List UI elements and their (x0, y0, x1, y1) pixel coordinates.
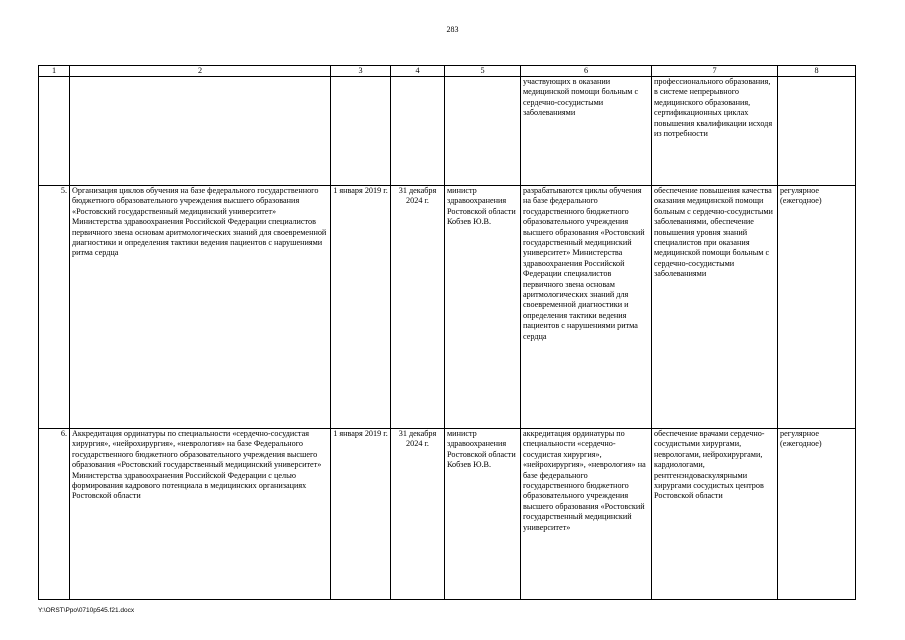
cell-event: Организация циклов обучения на базе федерального государственного бюджетного образовательного учреждения высшего образования «Ростовский государственный медицинский университет» Министерства здравоохранения Российской Федерации специалистов первичного звена основам аритмологических знаний для своевременной диагностики и определения тактики ведения пациентов с нарушениями ритма сердца (70, 186, 331, 429)
header-col-4: 4 (391, 66, 445, 77)
cell-start-date: 1 января 2019 г. (331, 186, 391, 429)
cell-characteristic: обеспечение врачами сердечно-сосудистыми хирургами, неврологами, нейрохирургами, кардиологами, рентгенэндоваскулярными хирургами сосудистых центров Ростовской области (652, 429, 778, 600)
cell-number: 5. (39, 186, 70, 429)
table-row-continuation (39, 77, 856, 186)
cell-responsible: министр здравоохранения Ростовской области Кобзев Ю.В. (445, 186, 521, 429)
cell-responsible: министр здравоохранения Ростовской области Кобзев Ю.В. (445, 429, 521, 600)
footer-file-path: Y:\ORST\Ppo\0710p545.f21.docx (38, 607, 135, 614)
cell-number: 6. (39, 429, 70, 600)
page-number: 283 (446, 25, 459, 34)
header-col-1: 1 (39, 66, 70, 77)
cell-result: разрабатываются циклы обучения на базе федерального государственного бюджетного образовательного учреждения высшего образования «Ростовский государственный медицинский университет» Министерства здравоохранения Российской Федерации специалистов первичного звена основам аритмологических знаний для своевременной диагностики и определения тактики ведения пациентов с нарушениями ритма сердца (521, 186, 652, 429)
table-row (39, 186, 856, 429)
header-col-8: 8 (778, 66, 856, 77)
header-col-7: 7 (652, 66, 778, 77)
cell-empty (778, 77, 856, 186)
cell-event: Аккредитация ординатуры по специальности «сердечно-сосудистая хирургия», «нейрохирургия», «неврология» на базе Федерального государственного бюджетного образовательного учреждения высшего образования «Ростовский государственный медицинский университет» Министерства здравоохранения Российской Федерации с целью формирования кадрового потенциала в медицинских организациях Ростовской области (70, 429, 331, 600)
cell-start-date: 1 января 2019 г. (331, 429, 391, 600)
cell-result: аккредитация ординатуры по специальности «сердечно-сосудистая хирургия», «нейрохирургия», «неврология» на базе федерального государственного бюджетного образовательного учреждения высшего образования «Ростовский государственный медицинский университет» (521, 429, 652, 600)
cell-empty (445, 77, 521, 186)
table-row (39, 429, 856, 600)
cell-empty (39, 77, 70, 186)
cell-empty (391, 77, 445, 186)
cell-empty (331, 77, 391, 186)
plan-table (38, 65, 856, 600)
header-col-6: 6 (521, 66, 652, 77)
cell-type: регулярное (ежегодное) (778, 429, 856, 600)
cell-end-date: 31 декабря 2024 г. (391, 186, 445, 429)
cell-type: регулярное (ежегодное) (778, 186, 856, 429)
cell-characteristic: профессионального образования, в системе непрерывного медицинского образования, сертификационных циклах повышения квалификации исходя из потребности (652, 77, 778, 186)
cell-result: участвующих в оказании медицинской помощи больным с сердечно-сосудистыми заболеваниями (521, 77, 652, 186)
cell-empty (70, 77, 331, 186)
cell-end-date: 31 декабря 2024 г. (391, 429, 445, 600)
header-col-5: 5 (445, 66, 521, 77)
header-col-2: 2 (70, 66, 331, 77)
cell-characteristic: обеспечение повышения качества оказания медицинской помощи больным с сердечно-сосудистыми заболеваниями, обеспечение повышения уровня знаний специалистов при оказания медицинской помощи больным с сердечно-сосудистыми заболеваниями (652, 186, 778, 429)
header-row (39, 66, 856, 77)
header-col-3: 3 (331, 66, 391, 77)
